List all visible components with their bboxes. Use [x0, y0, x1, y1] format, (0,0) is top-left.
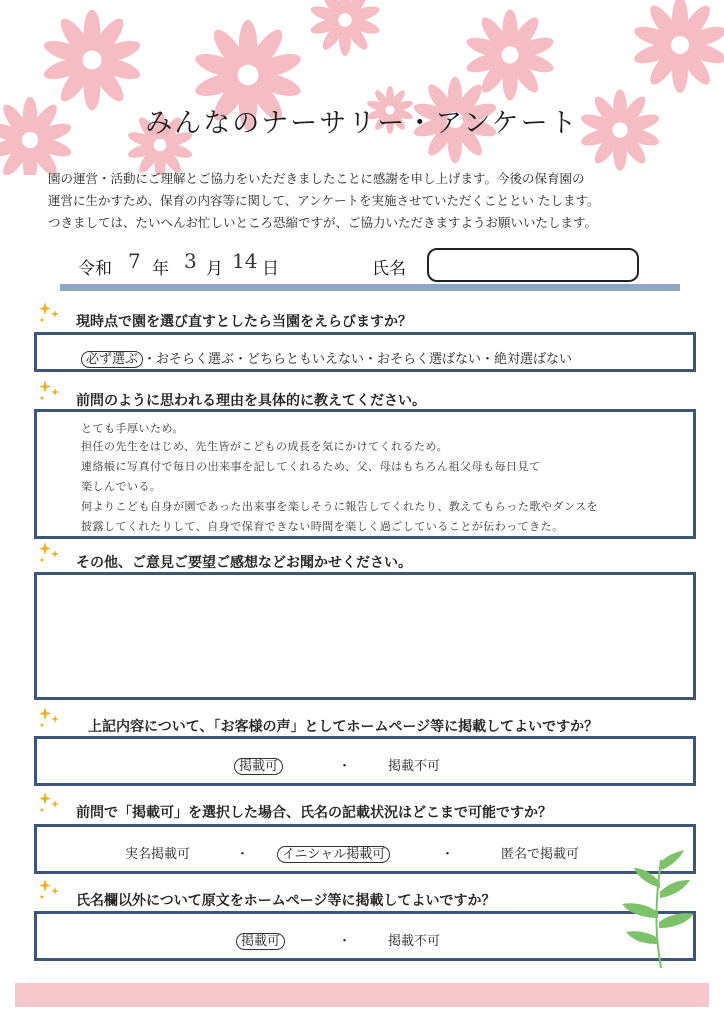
q2-answer-box[interactable]: [34, 409, 696, 539]
sparkle-icon: [38, 877, 62, 901]
q4-option-no[interactable]: 掲載不可: [388, 759, 441, 774]
sparkle-icon: [38, 378, 62, 402]
q6-option-yes-label[interactable]: 掲載可: [236, 933, 285, 950]
q5-answer-box: [34, 824, 696, 874]
era-label: 令和: [78, 259, 112, 279]
q5-separator: ・: [236, 847, 250, 862]
q4-separator: ・: [338, 759, 352, 774]
year-unit: 年: [152, 259, 169, 279]
flower-decoration: [0, 0, 724, 175]
q5-option-realname[interactable]: 実名掲載可: [125, 847, 191, 862]
q5-option-anonymous[interactable]: 匿名で掲載可: [501, 847, 580, 862]
day-unit: 日: [262, 259, 279, 279]
q2-answer-line: 担任の先生をはじめ、先生皆がこどもの成長を気にかけてくれるため。: [81, 440, 449, 453]
q2-answer-line: 楽しんでいる。: [81, 480, 162, 493]
sparkle-icon: [38, 705, 62, 729]
q5-option-initials-label[interactable]: イニシャル掲載可: [277, 846, 390, 863]
intro-line: つきましては、たいへんお忙しいところ恐縮ですが、ご協力いただきますようお願いいたします。: [48, 215, 598, 230]
year-value: 7: [128, 249, 141, 273]
date-name-row: [60, 248, 680, 282]
q3-answer-box[interactable]: [34, 572, 696, 700]
q4-option-yes-label[interactable]: 掲載可: [234, 758, 283, 775]
sparkle-icon: [38, 790, 62, 814]
q6-answer-box: [34, 911, 696, 961]
q6-option-no[interactable]: 掲載不可: [388, 934, 441, 949]
q6-separator: ・: [338, 934, 352, 949]
q4-question: 上記内容について、「お客様の声」としてホームページ等に掲載してよいですか？: [88, 719, 599, 735]
page-title: みんなのナーサリー・アンケート: [145, 108, 579, 139]
sparkle-icon: [38, 540, 62, 564]
q1-option-rest[interactable]: ・おそらく選ぶ・どちらともいえない・おそらく選ばない・絶対選ばない: [143, 352, 573, 367]
leaf-sprig-icon: [606, 850, 696, 970]
name-field[interactable]: [427, 248, 639, 282]
q2-answer-line: 連絡帳に写真付で毎日の出来事を記してくれるため、父、母はもちろん祖父母も毎日見て: [81, 460, 541, 473]
header-flowers: [0, 0, 724, 175]
q6-option-yes[interactable]: [236, 930, 285, 949]
q2-answer-line: とても手厚いため。: [81, 422, 185, 435]
sparkle-icon: [38, 300, 62, 324]
q6-question: 氏名欄以外について原文をホームページ等に掲載してよいですか？: [76, 893, 496, 909]
divider-rule: [60, 284, 680, 291]
day-value: 14: [232, 249, 258, 273]
name-label: 氏名: [372, 259, 406, 279]
q1-options: [81, 348, 572, 367]
q1-option-selected[interactable]: 必ず選ぶ: [81, 351, 143, 368]
q5-separator: ・: [441, 847, 455, 862]
intro-line: 園の運営・活動にご理解とご協力をいただきましたことに感謝を申し上げます。今後の保育園の: [48, 171, 585, 186]
q1-answer-box: [34, 332, 696, 372]
intro-text: [48, 168, 688, 234]
q2-answer-line: 披露してくれたりして、自身で保育できない時間を楽しく過ごしていることが伝わってきた。: [81, 520, 564, 533]
q5-question: 前問で「掲載可」を選択した場合、氏名の記載状況はどこまで可能ですか？: [76, 805, 552, 821]
footer-band: [15, 983, 709, 1007]
q2-question: 前問のように思われる理由を具体的に教えてください。: [76, 393, 426, 409]
intro-line: 運営に生かすため、保育の内容等に関して、アンケートを実施させていただくこととい たします。: [48, 193, 600, 208]
month-unit: 月: [206, 259, 223, 279]
q1-question: 現時点で園を選び直すとしたら当園をえらびますか？: [76, 314, 412, 330]
q2-answer-line: 何よりこども自身が園であった出来事を楽しそうに報告してくれたり、教えてもらった歌やダンスを: [81, 500, 599, 513]
q4-answer-box: [34, 736, 696, 786]
q4-option-yes[interactable]: [234, 755, 283, 774]
q5-option-initials[interactable]: [277, 843, 390, 862]
month-value: 3: [184, 249, 197, 273]
q3-question: その他、ご意見ご要望ご感想などお聞かせください。: [76, 555, 412, 571]
